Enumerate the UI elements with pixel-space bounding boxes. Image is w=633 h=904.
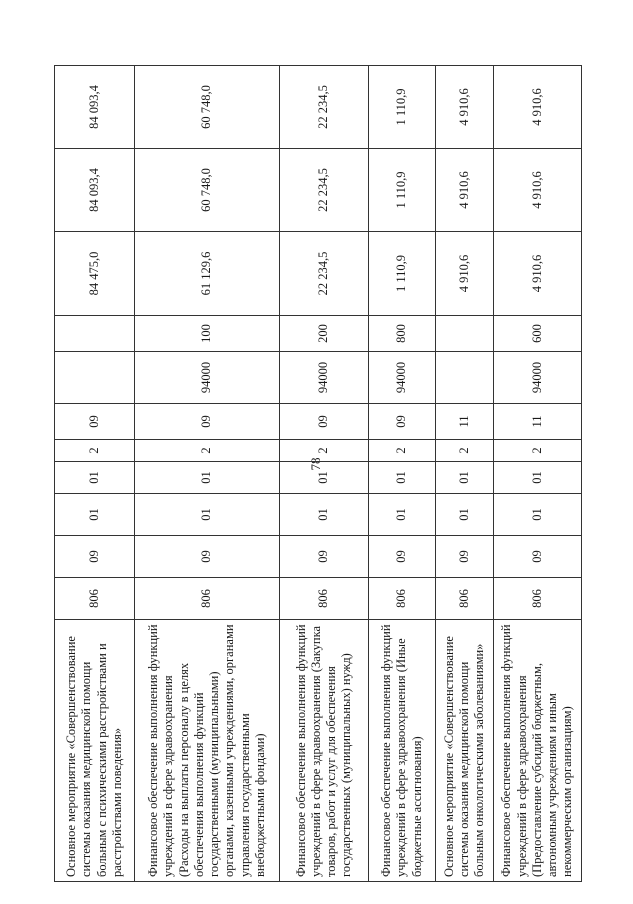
code-cell: 01 [55,494,135,536]
code-cell: 806 [369,578,436,620]
code-cell: 94000 [135,352,280,404]
code-cell: 09 [280,404,369,440]
code-cell [55,316,135,352]
code-cell: 94000 [494,352,582,404]
amount-cell: 22 234,5 [280,149,369,232]
code-cell: 800 [369,316,436,352]
table-row [280,66,369,882]
code-cell: 01 [135,462,280,494]
budget-table [54,65,582,882]
code-cell: 200 [280,316,369,352]
code-cell: 09 [494,536,582,578]
code-cell: 09 [369,536,436,578]
code-cell: 01 [369,462,436,494]
code-cell: 806 [436,578,494,620]
code-cell: 01 [280,494,369,536]
code-cell: 806 [280,578,369,620]
code-cell: 2 [436,440,494,462]
code-cell: 09 [135,404,280,440]
amount-cell: 1 110,9 [369,232,436,316]
code-cell: 806 [135,578,280,620]
row-name: Основное мероприятие «Совершенствование системы оказания медицинской помощи больным с психическими расстройствами и расстройствами поведения» [55,620,135,882]
amount-cell: 4 910,6 [494,149,582,232]
amount-cell: 4 910,6 [436,149,494,232]
code-cell: 806 [494,578,582,620]
code-cell: 01 [494,462,582,494]
code-cell: 600 [494,316,582,352]
code-cell: 01 [280,462,369,494]
amount-cell: 4 910,6 [436,66,494,149]
table-row [55,66,135,882]
code-cell: 01 [494,494,582,536]
amount-cell: 61 129,6 [135,232,280,316]
amount-cell: 1 110,9 [369,149,436,232]
budget-table-body [55,66,582,882]
row-name: Финансовое обеспечение выполнения функций учреждений в сфере здравоохранения (Расходы на выплаты персоналу в целях обеспечения выполнения функций государственными (муниципальными) органами, казенными учреждениями, органами управления государственными внебюджетными фондами) [135,620,280,882]
amount-cell: 60 748,0 [135,66,280,149]
amount-cell: 4 910,6 [494,232,582,316]
code-cell: 01 [369,494,436,536]
code-cell: 2 [369,440,436,462]
row-name: Финансовое обеспечение выполнения функций учреждений в сфере здравоохранения (Предоставление субсидий бюджетным, автономным учреждениям и иным некоммерческим организациям) [494,620,582,882]
code-cell: 100 [135,316,280,352]
code-cell: 09 [55,536,135,578]
code-cell: 2 [135,440,280,462]
row-name: Финансовое обеспечение выполнения функций учреждений в сфере здравоохранения (Закупка товаров, работ и услуг для обеспечения государственных (муниципальных) нужд) [280,620,369,882]
row-name: Основное мероприятие «Совершенствование системы оказания медицинской помощи больным онкологическими заболеваниями» [436,620,494,882]
code-cell: 94000 [280,352,369,404]
code-cell: 2 [494,440,582,462]
page-number: 78 [308,457,323,471]
amount-cell: 84 093,4 [55,66,135,149]
amount-cell: 22 234,5 [280,66,369,149]
code-cell: 806 [55,578,135,620]
amount-cell: 1 110,9 [369,66,436,149]
code-cell: 11 [494,404,582,440]
code-cell: 09 [135,536,280,578]
code-cell: 01 [436,462,494,494]
code-cell [55,352,135,404]
code-cell: 01 [436,494,494,536]
code-cell [436,316,494,352]
amount-cell: 4 910,6 [494,66,582,149]
amount-cell: 84 475,0 [55,232,135,316]
table-row [369,66,436,882]
code-cell: 94000 [369,352,436,404]
amount-cell: 4 910,6 [436,232,494,316]
table-row [135,66,280,882]
code-cell: 09 [369,404,436,440]
code-cell: 09 [55,404,135,440]
code-cell: 2 [55,440,135,462]
code-cell [436,352,494,404]
code-cell: 11 [436,404,494,440]
row-name: Финансовое обеспечение выполнения функций учреждений в сфере здравоохранения (Иные бюджетные ассигнования) [369,620,436,882]
code-cell: 09 [280,536,369,578]
code-cell: 09 [436,536,494,578]
amount-cell: 22 234,5 [280,232,369,316]
code-cell: 01 [55,462,135,494]
amount-cell: 60 748,0 [135,149,280,232]
code-cell: 01 [135,494,280,536]
budget-table-sheet [54,66,581,882]
amount-cell: 84 093,4 [55,149,135,232]
table-row [436,66,494,882]
table-row [494,66,582,882]
code-cell: 2 [280,440,369,462]
